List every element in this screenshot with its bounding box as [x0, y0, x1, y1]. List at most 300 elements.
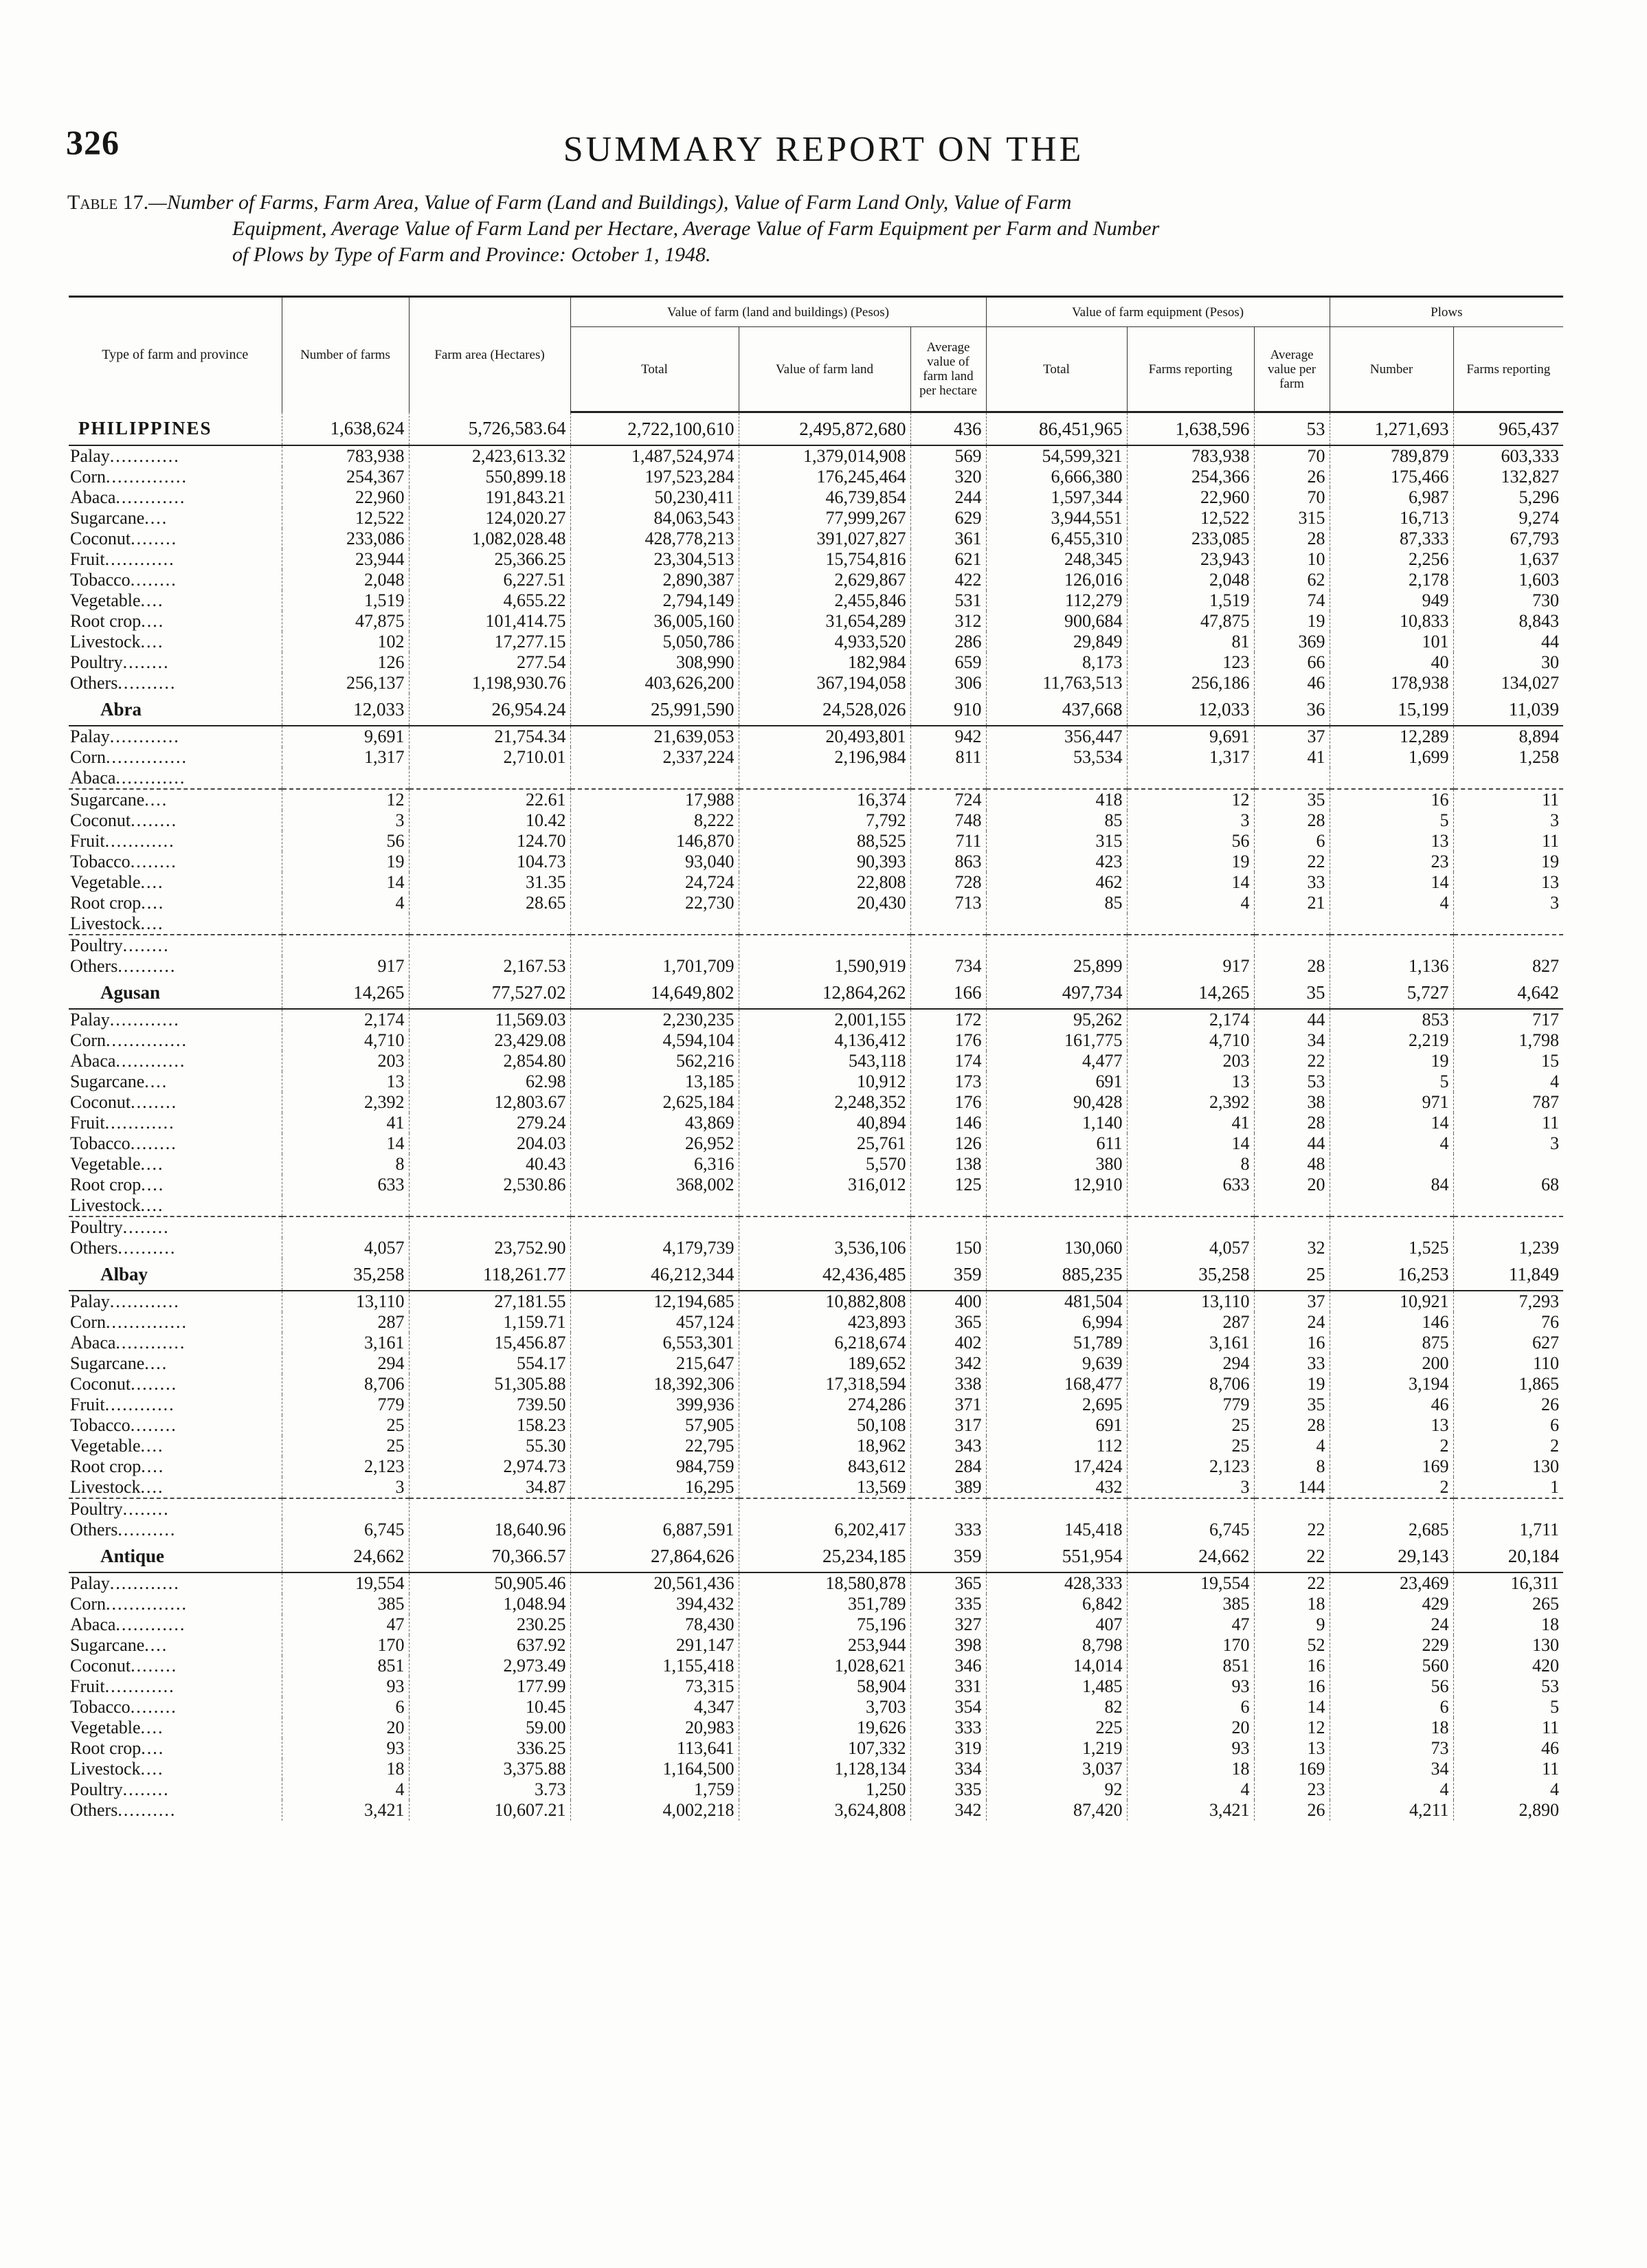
table-cell: 4,136,412 — [739, 1030, 910, 1051]
table-cell: 6 — [1330, 1697, 1453, 1717]
farm-type: Palay............ — [69, 726, 282, 747]
table-cell: 4,594,104 — [570, 1030, 739, 1051]
leader-dots: ............ — [115, 487, 186, 507]
total-cell: 22 — [1254, 1540, 1330, 1572]
table-cell: 11,569.03 — [409, 1009, 570, 1030]
table-cell: 1,239 — [1453, 1238, 1563, 1258]
total-cell: 42,436,485 — [739, 1258, 910, 1291]
table-cell: 5 — [1453, 1697, 1563, 1717]
table-row — [69, 1697, 1563, 1717]
table-cell: 481,504 — [986, 1291, 1127, 1312]
table-cell: 34 — [1254, 1030, 1330, 1051]
table-cell: 93 — [1127, 1676, 1254, 1697]
farm-type: Others.......... — [70, 1520, 177, 1539]
table-cell: 82 — [986, 1697, 1127, 1717]
table-cell: 13,569 — [739, 1477, 910, 1498]
table-cell: 3,161 — [282, 1333, 409, 1353]
table-cell: 369 — [1254, 632, 1330, 652]
farm-type: Fruit............ — [70, 1394, 175, 1414]
table-cell — [282, 913, 409, 935]
table-cell: 6,316 — [570, 1154, 739, 1175]
table-cell: 54,599,321 — [986, 445, 1127, 467]
table-cell: 169 — [1330, 1456, 1453, 1477]
table-cell: 41 — [1254, 747, 1330, 768]
table-row — [69, 747, 1563, 768]
table-cell: 161,775 — [986, 1030, 1127, 1051]
table-row — [69, 893, 1563, 913]
table-cell: 24 — [1254, 1312, 1330, 1333]
table-cell: 46 — [1254, 673, 1330, 693]
leader-dots: .... — [141, 611, 165, 631]
table-cell: 2,256 — [1330, 549, 1453, 570]
table-cell: 2 — [1330, 1477, 1453, 1498]
table-cell: 423,893 — [739, 1312, 910, 1333]
table-cell: 2,794,149 — [570, 590, 739, 611]
table-cell — [1127, 1216, 1254, 1238]
total-cell: 11,849 — [1453, 1258, 1563, 1291]
table-cell: 168,477 — [986, 1374, 1127, 1394]
header-value-total: Total — [570, 327, 739, 412]
leader-dots: .... — [140, 1436, 164, 1456]
table-cell: 13 — [1453, 872, 1563, 893]
table-cell: 87,420 — [986, 1800, 1127, 1821]
header-avg-land: Average value of farm land per hectare — [910, 327, 986, 412]
table-cell: 46,739,854 — [739, 487, 910, 508]
table-cell: 170 — [1127, 1635, 1254, 1656]
table-cell: 233,086 — [282, 529, 409, 549]
table-row — [69, 1291, 1563, 1312]
farm-type: Coconut........ — [70, 1656, 178, 1676]
table-cell: 28 — [1254, 810, 1330, 831]
table-cell: 2,392 — [282, 1092, 409, 1113]
table-cell: 2,455,846 — [739, 590, 910, 611]
table-cell: 85 — [986, 810, 1127, 831]
table-cell: 783,938 — [1127, 445, 1254, 467]
table-row — [69, 1779, 1563, 1800]
farm-type: Root crop.... — [70, 1175, 165, 1194]
table-cell: 19 — [1127, 852, 1254, 872]
table-cell: 13 — [1127, 1071, 1254, 1092]
table-cell — [1330, 1216, 1453, 1238]
table-row — [69, 1092, 1563, 1113]
table-cell: 6,227.51 — [409, 570, 570, 590]
table-cell: 8,894 — [1453, 726, 1563, 747]
total-cell: 12,033 — [282, 693, 409, 726]
table-cell: 611 — [986, 1133, 1127, 1154]
table-cell: 2,685 — [1330, 1520, 1453, 1540]
table-cell: 25 — [282, 1436, 409, 1456]
table-row — [69, 1175, 1563, 1195]
table-row — [69, 1477, 1563, 1498]
table-cell: 550,899.18 — [409, 467, 570, 487]
table-cell: 13 — [282, 1071, 409, 1092]
leader-dots: .......... — [117, 1238, 177, 1258]
section-name: PHILIPPINES — [78, 418, 212, 439]
table-cell: 28 — [1254, 956, 1330, 977]
table-cell: 112,279 — [986, 590, 1127, 611]
table-cell: 23,943 — [1127, 549, 1254, 570]
table-cell: 24 — [1330, 1614, 1453, 1635]
table-row — [69, 1738, 1563, 1759]
farm-type: Livestock.... — [70, 632, 164, 652]
table-row — [69, 1656, 1563, 1676]
table-cell: 380 — [986, 1154, 1127, 1175]
table-cell: 12,289 — [1330, 726, 1453, 747]
table-cell: 367,194,058 — [739, 673, 910, 693]
table-cell — [1127, 935, 1254, 956]
table-row — [69, 1635, 1563, 1656]
leader-dots: ........ — [122, 935, 170, 955]
table-cell: 4,710 — [1127, 1030, 1254, 1051]
table-cell: 84,063,543 — [570, 508, 739, 529]
table-cell: 1,136 — [1330, 956, 1453, 977]
table-cell — [1330, 768, 1453, 789]
table-cell: 560 — [1330, 1656, 1453, 1676]
total-cell: 885,235 — [986, 1258, 1127, 1291]
total-cell: 24,662 — [282, 1540, 409, 1572]
table-cell: 22,730 — [570, 893, 739, 913]
table-cell: 22,808 — [739, 872, 910, 893]
table-cell: 125 — [910, 1175, 986, 1195]
table-cell: 14 — [1330, 1113, 1453, 1133]
table-cell — [910, 1195, 986, 1216]
farm-type: Coconut........ — [70, 1374, 178, 1394]
table-cell: 16 — [1254, 1656, 1330, 1676]
table-cell: 2,890 — [1453, 1800, 1563, 1821]
table-cell: 23 — [1254, 1779, 1330, 1800]
table-cell: 319 — [910, 1738, 986, 1759]
table-cell: 4 — [1254, 1436, 1330, 1456]
farm-type: Tobacco........ — [70, 1415, 177, 1435]
table-cell: 1,759 — [570, 1779, 739, 1800]
total-cell: 25,234,185 — [739, 1540, 910, 1572]
table-cell: 691 — [986, 1415, 1127, 1436]
table-cell: 27,181.55 — [409, 1291, 570, 1312]
table-cell: 327 — [910, 1614, 986, 1635]
table-cell: 23,469 — [1330, 1572, 1453, 1594]
table-cell: 8 — [1254, 1456, 1330, 1477]
leader-dots: .............. — [106, 467, 188, 487]
table-cell: 2,174 — [1127, 1009, 1254, 1030]
farm-type: Poultry........ — [69, 935, 282, 956]
table-cell: 18,580,878 — [739, 1572, 910, 1594]
table-cell: 2,167.53 — [409, 956, 570, 977]
total-cell: 70,366.57 — [409, 1540, 570, 1572]
table-cell — [570, 1216, 739, 1238]
table-cell: 342 — [910, 1353, 986, 1374]
header-plows-number: Number — [1330, 327, 1453, 412]
table-cell: 17,988 — [570, 789, 739, 810]
table-cell: 44 — [1254, 1133, 1330, 1154]
table-cell: 81 — [1127, 632, 1254, 652]
table-row — [69, 1498, 1563, 1520]
table-cell: 8,843 — [1453, 611, 1563, 632]
leader-dots: .......... — [117, 1520, 177, 1539]
table-cell: 112 — [986, 1436, 1127, 1456]
table-cell: 67,793 — [1453, 529, 1563, 549]
table-cell: 47 — [282, 1614, 409, 1635]
farm-type: Tobacco........ — [70, 1697, 177, 1717]
table-cell — [986, 768, 1127, 789]
table-cell: 2,048 — [1127, 570, 1254, 590]
table-cell: 428,778,213 — [570, 529, 739, 549]
table-cell: 40.43 — [409, 1154, 570, 1175]
table-cell: 1,711 — [1453, 1520, 1563, 1540]
table-cell: 50,905.46 — [409, 1572, 570, 1594]
table-cell: 134,027 — [1453, 673, 1563, 693]
total-cell: 2,495,872,680 — [739, 412, 910, 446]
table-cell: 1,198,930.76 — [409, 673, 570, 693]
total-cell: 24,662 — [1127, 1540, 1254, 1572]
table-cell: 3 — [1127, 810, 1254, 831]
table-cell — [1127, 1195, 1254, 1216]
table-cell: 333 — [910, 1717, 986, 1738]
farm-type: Tobacco........ — [70, 852, 177, 871]
table-cell: 5,050,786 — [570, 632, 739, 652]
table-cell: 11 — [1453, 1759, 1563, 1779]
table-cell: 2,710.01 — [409, 747, 570, 768]
table-cell: 633 — [1127, 1175, 1254, 1195]
table-cell — [570, 935, 739, 956]
section-total-row — [69, 1540, 1563, 1572]
table-cell: 35 — [1254, 1394, 1330, 1415]
farm-type: Tobacco........ — [70, 1133, 177, 1153]
table-cell: 73,315 — [570, 1676, 739, 1697]
table-cell: 44 — [1254, 1009, 1330, 1030]
leader-dots: ............ — [115, 1051, 186, 1071]
table-cell: 432 — [986, 1477, 1127, 1498]
farm-type: Root crop.... — [70, 611, 165, 631]
table-cell: 783,938 — [282, 445, 409, 467]
table-cell — [1330, 1498, 1453, 1520]
table-cell: 87,333 — [1330, 529, 1453, 549]
table-cell: 462 — [986, 872, 1127, 893]
leader-dots: ............ — [104, 831, 175, 851]
table-cell: 320 — [910, 467, 986, 487]
table-cell: 12 — [1127, 789, 1254, 810]
table-cell: 229 — [1330, 1635, 1453, 1656]
table-cell: 88,525 — [739, 831, 910, 852]
table-cell: 306 — [910, 673, 986, 693]
table-cell: 851 — [282, 1656, 409, 1676]
table-cell: 1,525 — [1330, 1238, 1453, 1258]
leader-dots: ............ — [109, 446, 180, 466]
table-cell: 23,752.90 — [409, 1238, 570, 1258]
table-cell: 204.03 — [409, 1133, 570, 1154]
table-cell: 6,553,301 — [570, 1333, 739, 1353]
table-cell — [1453, 1154, 1563, 1175]
table-cell: 1,219 — [986, 1738, 1127, 1759]
table-cell: 145,418 — [986, 1520, 1127, 1540]
leader-dots: ........ — [122, 652, 170, 672]
table-cell — [409, 1195, 570, 1216]
total-cell: 35,258 — [1127, 1258, 1254, 1291]
table-cell: 16,295 — [570, 1477, 739, 1498]
table-cell: 176,245,464 — [739, 467, 910, 487]
farm-type: Coconut........ — [70, 810, 178, 830]
table-cell: 101,414.75 — [409, 611, 570, 632]
table-cell: 4,710 — [282, 1030, 409, 1051]
table-cell: 3,703 — [739, 1697, 910, 1717]
leader-dots: ........ — [130, 1133, 177, 1153]
table-cell: 8 — [1127, 1154, 1254, 1175]
section-total-row — [69, 977, 1563, 1009]
table-cell: 779 — [282, 1394, 409, 1415]
table-row — [69, 1759, 1563, 1779]
table-cell: 1,603 — [1453, 570, 1563, 590]
total-cell: 24,528,026 — [739, 693, 910, 726]
table-cell — [910, 935, 986, 956]
total-cell: 12,033 — [1127, 693, 1254, 726]
table-cell: 294 — [1127, 1353, 1254, 1374]
table-cell: 391,027,827 — [739, 529, 910, 549]
table-cell — [1254, 1195, 1330, 1216]
table-cell: 6,994 — [986, 1312, 1127, 1333]
table-cell: 12 — [282, 789, 409, 810]
total-cell: 2,722,100,610 — [570, 412, 739, 446]
table-cell: 728 — [910, 872, 986, 893]
table-cell — [986, 913, 1127, 935]
table-cell: 6,218,674 — [739, 1333, 910, 1353]
table-cell: 1,865 — [1453, 1374, 1563, 1394]
total-cell: 26,954.24 — [409, 693, 570, 726]
table-cell: 47,875 — [282, 611, 409, 632]
table-cell: 659 — [910, 652, 986, 673]
table-cell: 197,523,284 — [570, 467, 739, 487]
table-cell: 53 — [1254, 1071, 1330, 1092]
caption-line-3: of Plows by Type of Farm and Province: October 1, 1948. — [232, 243, 711, 266]
table-cell: 22 — [1254, 1572, 1330, 1594]
table-cell: 30 — [1453, 652, 1563, 673]
farm-type: Abaca............ — [70, 1333, 186, 1353]
table-cell — [910, 768, 986, 789]
table-cell: 287 — [282, 1312, 409, 1333]
table-cell: 25 — [1127, 1436, 1254, 1456]
table-cell: 3 — [282, 810, 409, 831]
leader-dots: .............. — [106, 1030, 188, 1050]
table-cell: 130,060 — [986, 1238, 1127, 1258]
table-cell: 621 — [910, 549, 986, 570]
total-cell: 14,649,802 — [570, 977, 739, 1009]
table-cell — [910, 1498, 986, 1520]
farm-type: Sugarcane.... — [69, 789, 282, 810]
table-cell: 277.54 — [409, 652, 570, 673]
header-value-land: Value of farm land — [739, 327, 910, 412]
table-cell: 18 — [282, 1759, 409, 1779]
table-cell: 3,944,551 — [986, 508, 1127, 529]
table-cell: 123 — [1127, 652, 1254, 673]
table-cell: 20,493,801 — [739, 726, 910, 747]
table-cell: 19,626 — [739, 1717, 910, 1738]
leader-dots: ........ — [130, 852, 177, 871]
table-cell: 13 — [1330, 831, 1453, 852]
header-area: Farm area (Hectares) — [409, 297, 570, 412]
table-cell: 14 — [282, 872, 409, 893]
header-equip-avg: Average value per farm — [1254, 327, 1330, 412]
table-cell: 176 — [910, 1030, 986, 1051]
table-cell: 287 — [1127, 1312, 1254, 1333]
table-cell: 132,827 — [1453, 467, 1563, 487]
table-cell: 11 — [1453, 1717, 1563, 1738]
table-cell: 748 — [910, 810, 986, 831]
table-cell: 10,921 — [1330, 1291, 1453, 1312]
table-cell: 4,002,218 — [570, 1800, 739, 1821]
table-cell: 256,186 — [1127, 673, 1254, 693]
leader-dots: ........ — [130, 1697, 177, 1717]
table-cell: 28 — [1254, 529, 1330, 549]
table-cell: 900,684 — [986, 611, 1127, 632]
table-cell: 400 — [910, 1291, 986, 1312]
table-row — [69, 872, 1563, 893]
total-cell: 1,638,596 — [1127, 412, 1254, 446]
table-cell: 33 — [1254, 1353, 1330, 1374]
running-head: SUMMARY REPORT ON THE — [563, 130, 1084, 169]
table-cell: 4,347 — [570, 1697, 739, 1717]
table-cell: 2 — [1453, 1436, 1563, 1456]
table-cell — [1453, 1216, 1563, 1238]
table-cell: 6,455,310 — [986, 529, 1127, 549]
table-cell: 189,652 — [739, 1353, 910, 1374]
table-cell: 3 — [282, 1477, 409, 1498]
table-cell: 75,196 — [739, 1614, 910, 1635]
table-cell: 3,536,106 — [739, 1238, 910, 1258]
table-row — [69, 768, 1563, 789]
farm-type: Sugarcane.... — [70, 1071, 168, 1091]
table-cell: 2,629,867 — [739, 570, 910, 590]
table-cell — [282, 1216, 409, 1238]
table-cell: 10 — [1254, 549, 1330, 570]
table-row — [69, 1394, 1563, 1415]
table-cell: 4 — [282, 893, 409, 913]
table-cell: 711 — [910, 831, 986, 852]
table-cell: 253,944 — [739, 1635, 910, 1656]
table-cell: 59.00 — [409, 1717, 570, 1738]
table-cell: 20 — [1254, 1175, 1330, 1195]
table-cell — [282, 768, 409, 789]
table-cell: 33 — [1254, 872, 1330, 893]
table-cell: 308,990 — [570, 652, 739, 673]
table-cell: 68 — [1453, 1175, 1563, 1195]
leader-dots: .......... — [117, 673, 177, 693]
table-cell: 633 — [282, 1175, 409, 1195]
leader-dots: ............ — [104, 1394, 175, 1414]
farm-type: Fruit............ — [70, 549, 175, 569]
total-cell: 1,638,624 — [282, 412, 409, 446]
table-cell: 11 — [1453, 1113, 1563, 1133]
table-cell: 50,230,411 — [570, 487, 739, 508]
farm-type: Livestock.... — [70, 1477, 164, 1497]
table-cell: 203 — [1127, 1051, 1254, 1071]
table-cell: 254,366 — [1127, 467, 1254, 487]
leader-dots: ............ — [104, 549, 175, 569]
table-cell: 55.30 — [409, 1436, 570, 1456]
table-cell: 2,337,224 — [570, 747, 739, 768]
table-cell: 18,962 — [739, 1436, 910, 1456]
table-row — [69, 1676, 1563, 1697]
table-cell: 19 — [1330, 1051, 1453, 1071]
table-cell: 7,293 — [1453, 1291, 1563, 1312]
table-cell: 2,854.80 — [409, 1051, 570, 1071]
table-body — [69, 412, 1563, 1821]
farm-type: Fruit............ — [70, 1676, 175, 1696]
table-cell: 291,147 — [570, 1635, 739, 1656]
table-cell: 984,759 — [570, 1456, 739, 1477]
table-cell — [570, 913, 739, 935]
leader-dots: .... — [140, 590, 164, 610]
table-cell: 627 — [1453, 1333, 1563, 1353]
leader-dots: .... — [144, 1071, 168, 1091]
total-cell: 14,265 — [282, 977, 409, 1009]
